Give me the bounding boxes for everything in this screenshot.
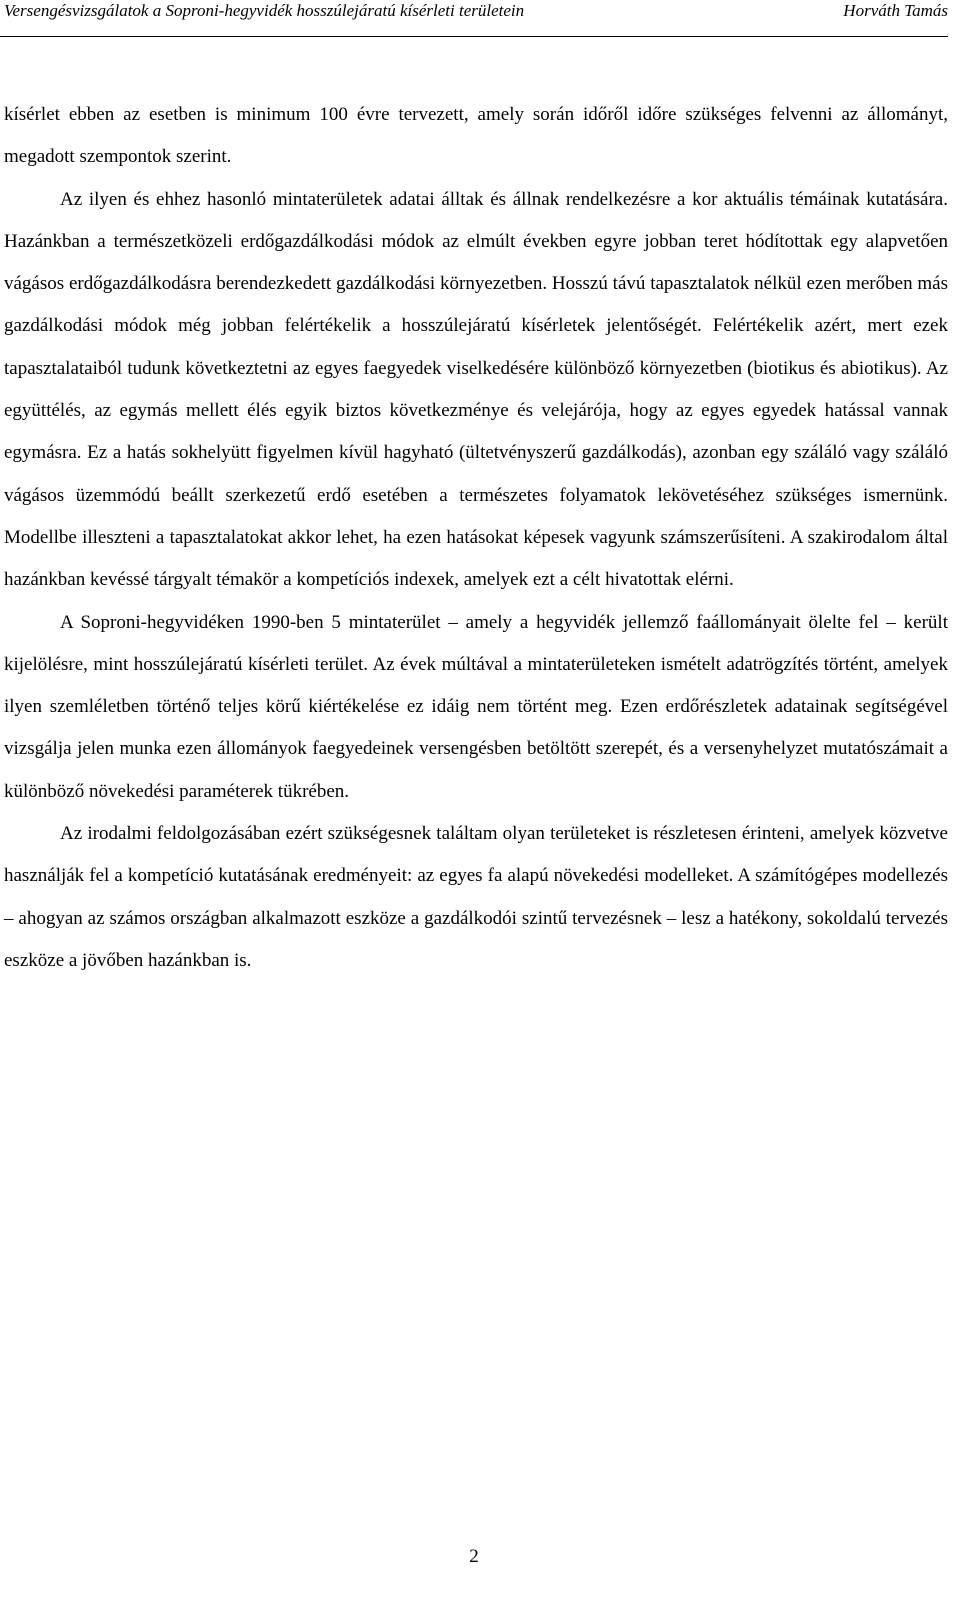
paragraph: Az ilyen és ehhez hasonló mintaterületek adatai álltak és állnak rendelkezésre a kor aktuális témáinak kutatására. Hazánkban a természetközeli erdőgazdálkodási módok az elmúlt években egyre jobban teret hódítottak egy alapvetően vágásos erdőgazdálkodásra berendezkedett gazdálkodási környezetben. Hosszú távú tapasztalatok nélkül ezen merőben más gazdálkodási módok még jobban felértékelik a hosszúlejáratú kísérletek jelentőségét. Felértékelik azért, mert ezek tapasztalataiból tudunk következtetni az egyes faegyedek viselkedésére különböző környezetben (biotikus és abiotikus). Az együttélés, az egymás mellett élés egyik biztos következménye és velejárója, hogy az egyes egyedek hatással vannak egymásra. Ez a hatás sokhelyütt figyelmen kívül hagyható (ültetvényszerű gazdálkodás), azonban egy száláló vagy száláló vágásos üzemmódú beállt szerkezetű erdő esetében a természetes folyamatok lekövetéséhez szükséges ismernünk. Modellbe illeszteni a tapasztalatokat akkor lehet, ha ezen hatásokat képesek vagyunk számszerűsíteni. A szakirodalom által hazánkban kevéssé tárgyalt témakör a kompetíciós indexek, amelyek ezt a célt hivatottak elérni. xyxy=(4,188,948,591)
header-author: Horváth Tamás xyxy=(843,1,948,20)
body-text xyxy=(4,94,948,982)
running-header xyxy=(0,0,948,37)
page-number: 2 xyxy=(469,1546,479,1567)
paragraph: Az irodalmi feldolgozásában ezért szükségesnek találtam olyan területeket is részletesen érinteni, amelyek közvetve használják fel a kompetíció kutatásának eredményeit: az egyes fa alapú növekedési modelleket. A számítógépes modellezés – ahogyan az számos országban alkalmazott eszköze a gazdálkodói szintű tervezésnek – lesz a hatékony, sokoldalú tervezés eszköze a jövőben hazánkban is. xyxy=(4,823,948,971)
header-title: Versengésvizsgálatok a Soproni-hegyvidék hosszúlejáratú kísérleti területein xyxy=(4,1,525,20)
paragraph-continuation: kísérlet ebben az esetben is minimum 100 évre tervezett, amely során időről időre szükséges felvenni az állományt, megadott szempontok szerint. xyxy=(4,104,948,168)
paragraph: A Soproni-hegyvidéken 1990-ben 5 mintaterület – amely a hegyvidék jellemző faállományait ölelte fel – került kijelölésre, mint hosszúlejáratú kísérleti terület. Az évek múltával a mintaterületeken ismételt adatrögzítés történt, amelyek ilyen szemléletben történő teljes körű kiértékelése ez idáig nem történt meg. Ezen erdőrészletek adatainak segítségével vizsgálja jelen munka ezen állományok faegyedeinek versengésben betöltött szerepét, és a versenyhelyzet mutatószámait a különböző növekedési paraméterek tükrében. xyxy=(4,611,948,802)
